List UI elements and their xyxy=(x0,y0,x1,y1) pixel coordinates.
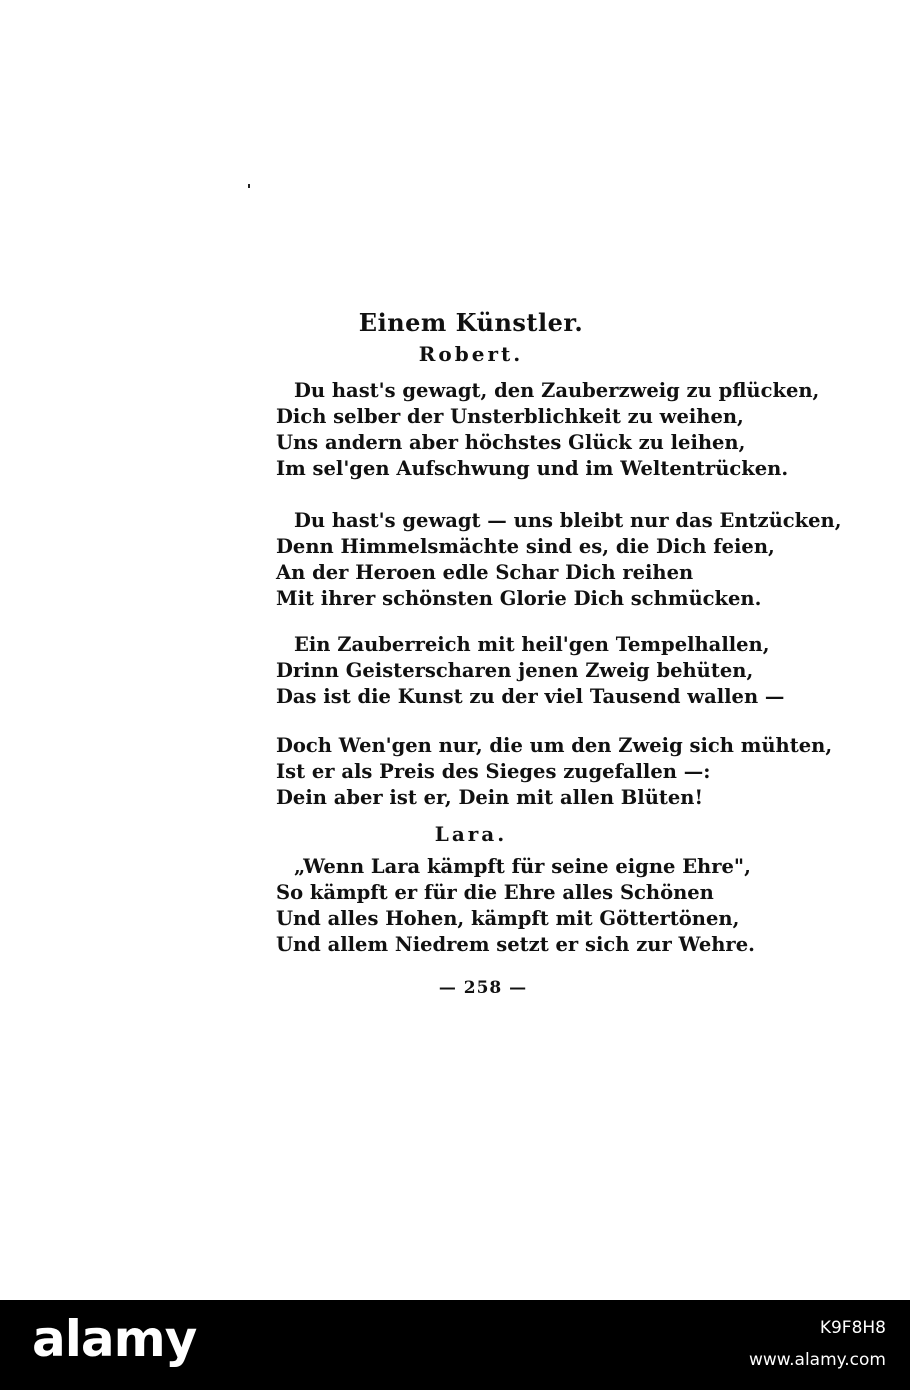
speaker-robert: Robert. xyxy=(418,342,524,366)
poem-line: Mit ihrer schönsten Glorie Dich schmücken. xyxy=(276,587,762,610)
poem-line: Ist er als Preis des Sieges zugefallen —: xyxy=(276,760,711,783)
poem-line: Drinn Geisterscharen jenen Zweig behüten, xyxy=(276,659,754,682)
poem-line: Dein aber ist er, Dein mit allen Blüten! xyxy=(276,786,704,809)
image-id: K9F8H8 xyxy=(819,1318,886,1338)
poem-line: Und alles Hohen, kämpft mit Göttertönen, xyxy=(276,907,740,930)
poem-line: Du hast's gewagt, den Zauberzweig zu pflücken, xyxy=(294,379,820,402)
poem-line: Das ist die Kunst zu der viel Tausend wallen — xyxy=(276,685,785,708)
speaker-lara: Lara. xyxy=(434,822,508,846)
brand-logo: alamy xyxy=(32,1310,197,1368)
poem-line: Dich selber der Unsterblichkeit zu weihen, xyxy=(276,405,744,428)
poem-title: Einem Künstler. xyxy=(358,308,584,337)
site-url: www.alamy.com xyxy=(748,1350,886,1370)
stanza-4 xyxy=(276,733,833,811)
stanza-2 xyxy=(276,508,842,612)
print-speck xyxy=(248,184,250,188)
poem-line: So kämpft er für die Ehre alles Schönen xyxy=(276,881,714,904)
stanza-5 xyxy=(276,854,755,958)
poem-line: Im sel'gen Aufschwung und im Weltentrücken. xyxy=(276,457,789,480)
poem-line: Du hast's gewagt — uns bleibt nur das Entzücken, xyxy=(294,509,842,532)
poem-line: Uns andern aber höchstes Glück zu leihen, xyxy=(276,431,746,454)
poem-line: Doch Wen'gen nur, die um den Zweig sich mühten, xyxy=(276,734,833,757)
stanza-1 xyxy=(276,378,820,482)
poem-line: An der Heroen edle Schar Dich reihen xyxy=(276,561,694,584)
poem-line: „Wenn Lara kämpft für seine eigne Ehre", xyxy=(294,855,751,878)
stanza-3 xyxy=(276,632,785,710)
poem-line: Ein Zauberreich mit heil'gen Tempelhallen, xyxy=(294,633,770,656)
page-number: — 258 — xyxy=(438,978,528,998)
poem-line: Und allem Niedrem setzt er sich zur Wehre. xyxy=(276,933,755,956)
poem-line: Denn Himmelsmächte sind es, die Dich feien, xyxy=(276,535,775,558)
watermark-footer xyxy=(0,1300,910,1390)
